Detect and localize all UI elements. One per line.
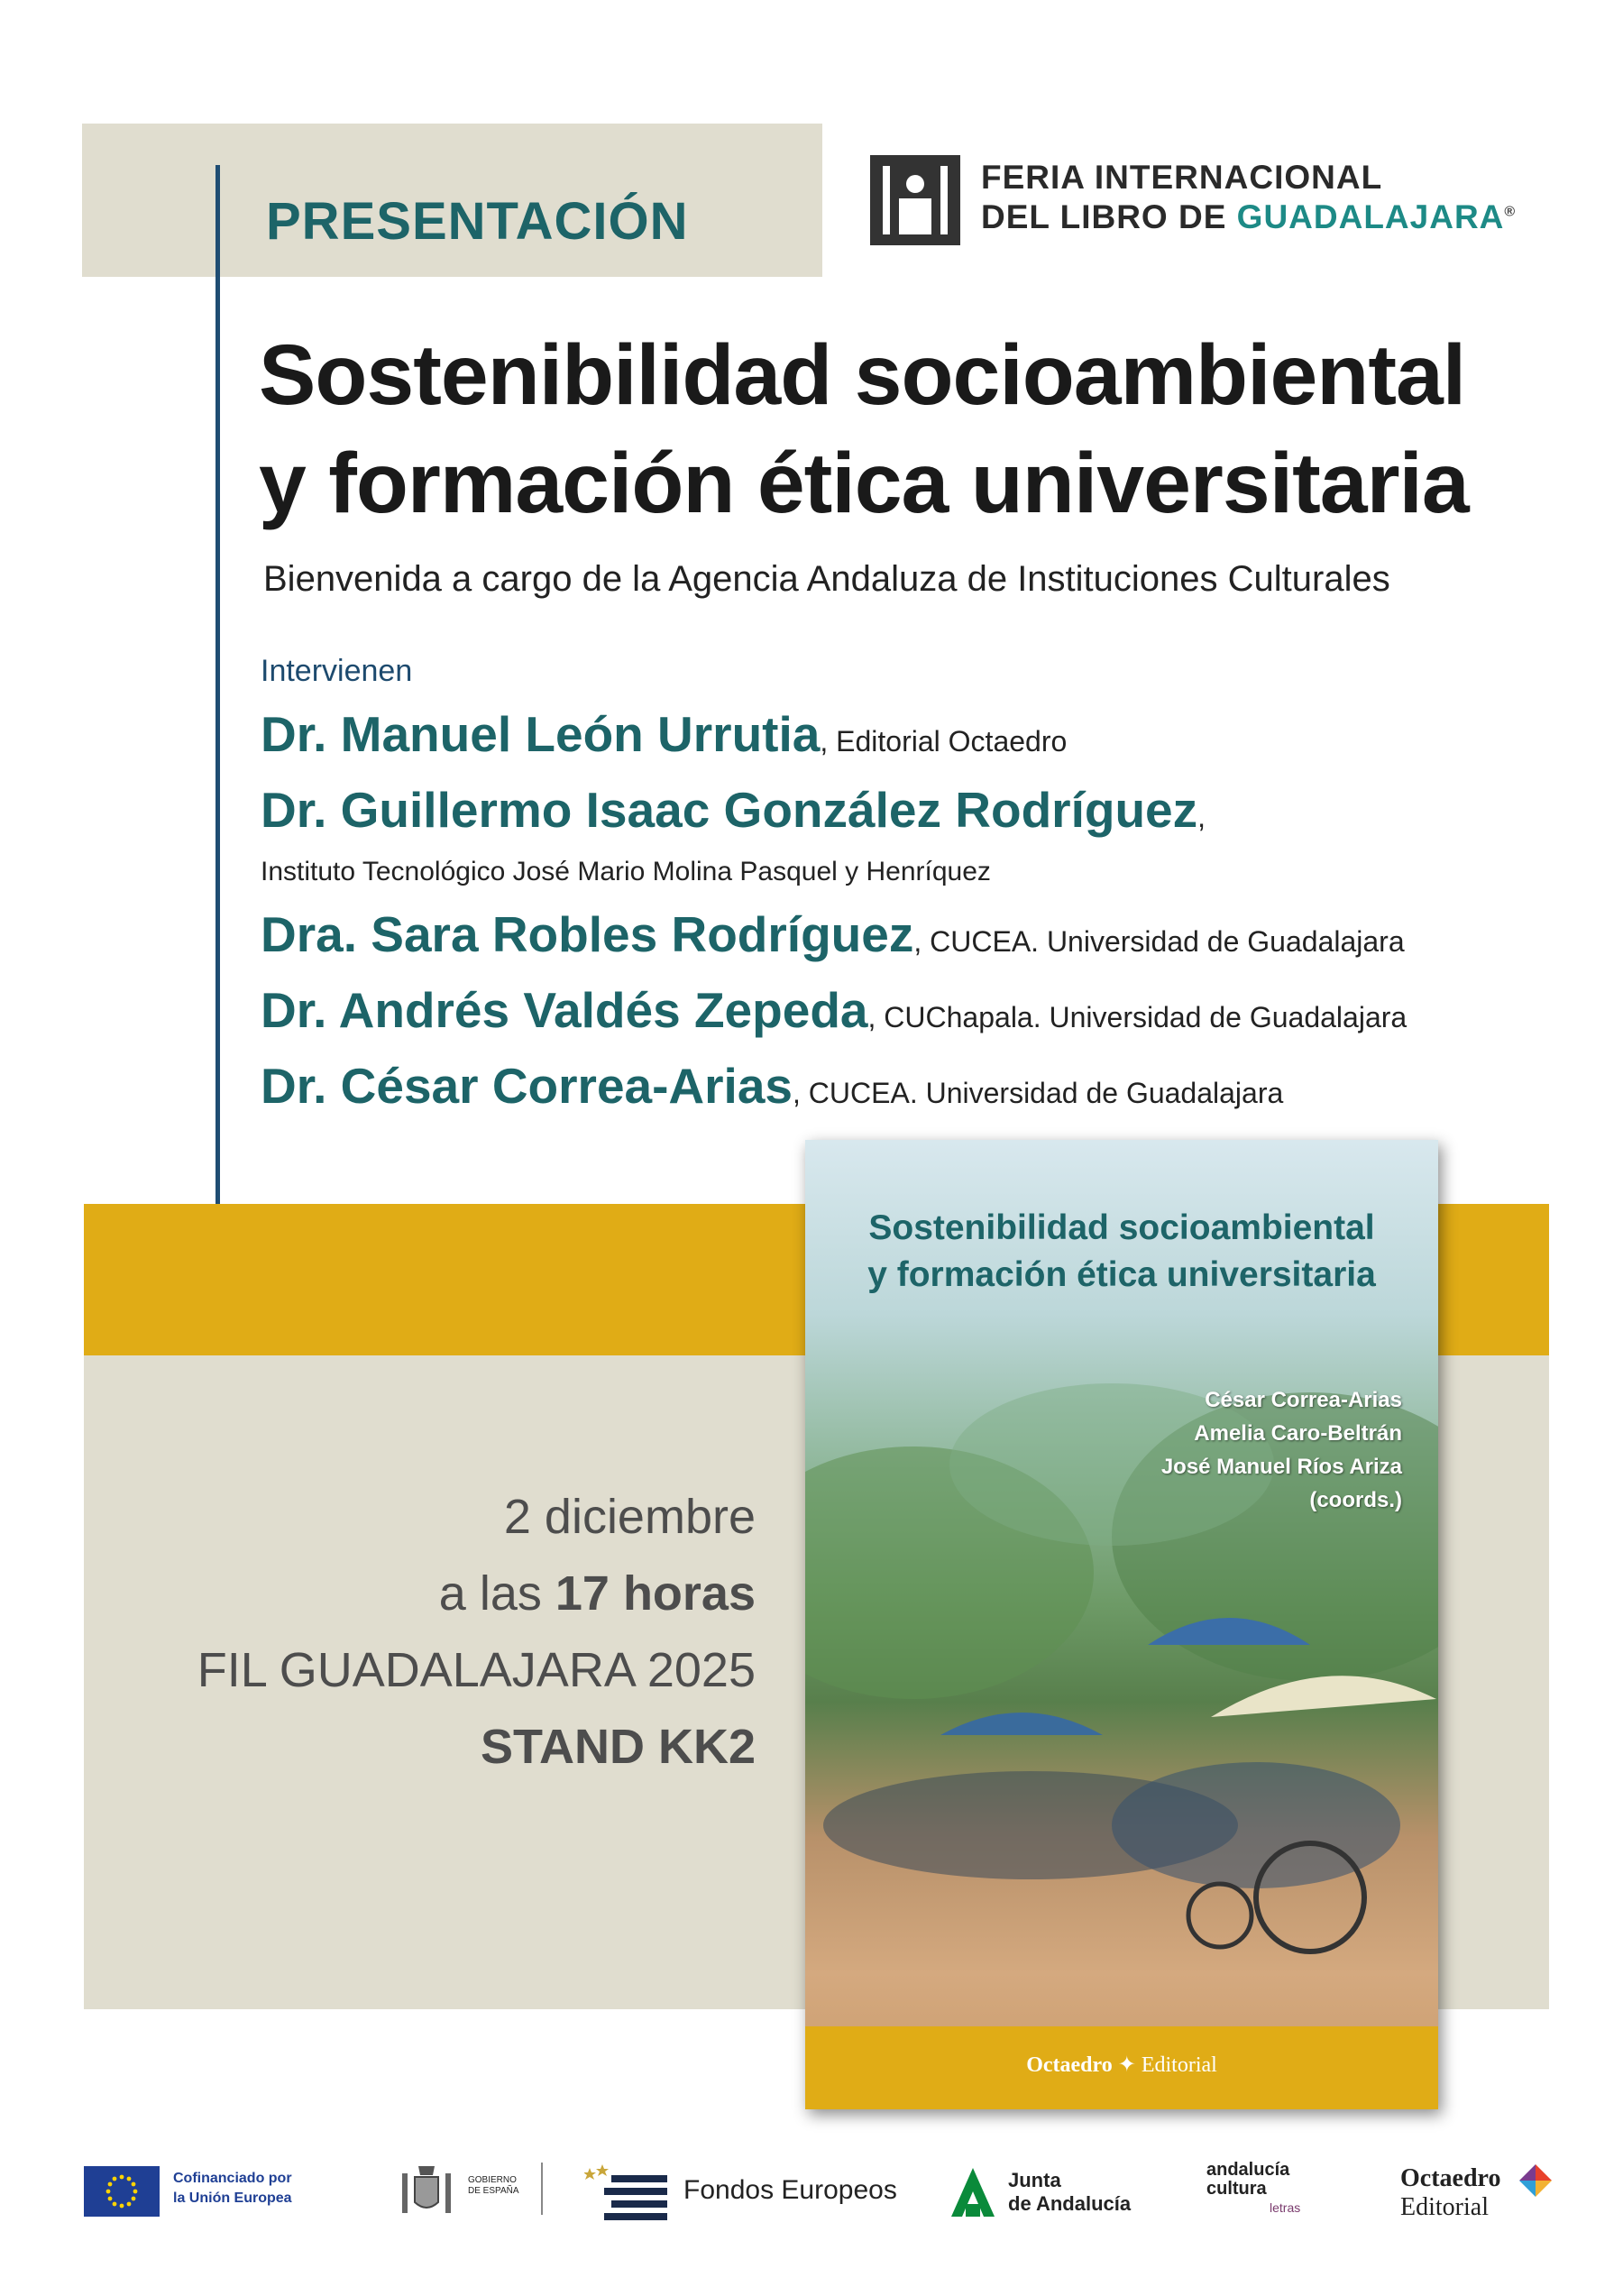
book-authors [1161,1383,1402,1517]
speaker-affiliation: , [1197,801,1206,833]
speaker-4 [261,981,1407,1039]
octaedro-logo-text [1400,2164,1500,2222]
book-title-line2: y formación ética universitaria [867,1255,1376,1294]
book-publisher: Octaedro ✦ Editorial [1026,2053,1217,2077]
speakers-label: Intervienen [261,654,413,688]
andalucia-cultura-logo [1206,2161,1300,2218]
event-title-line1: Sostenibilidad socioambiental [259,327,1466,423]
logo-divider [541,2163,543,2215]
eu-flag-icon [84,2166,160,2217]
event-venue: FIL GUADALAJARA 2025 [197,1643,756,1697]
book-author: José Manuel Ríos Ariza [1160,1455,1402,1479]
speaker-1 [261,705,1067,763]
andalucia-line1: andalucía [1206,2160,1290,2180]
book-author: César Correa-Arias [1205,1388,1402,1412]
junta-andalucia-icon [948,2164,998,2218]
accent-vertical-line [215,165,220,1204]
section-label: PRESENTACIÓN [266,192,689,251]
event-subtitle: Bienvenida a cargo de la Agencia Andaluza de Instituciones Culturales [263,559,1390,599]
speaker-name: Dr. Andrés Valdés Zepeda [261,982,868,1038]
book-publisher-rest: Editorial [1141,2053,1217,2077]
registered-mark: ® [1504,204,1517,220]
gobierno-line2: DE ESPAÑA [468,2186,519,2196]
gobierno-line1: GOBIERNO [468,2175,517,2185]
book-title-line1: Sostenibilidad socioambiental [868,1208,1375,1247]
octaedro-line2: Editorial [1400,2193,1489,2221]
octaedro-line1: Octaedro [1400,2164,1501,2192]
octaedro-icon [1518,2163,1554,2199]
junta-andalucia-text [1008,2169,1131,2216]
speaker-affiliation: , CUChapala. Universidad de Guadalajara [867,1001,1408,1033]
event-time-prefix: a las [438,1566,555,1621]
speaker-affiliation: , Editorial Octaedro [820,725,1068,758]
speaker-3 [261,905,1405,963]
gobierno-text [468,2175,519,2197]
fondos-europeos-text: Fondos Europeos [683,2175,897,2205]
event-date: 2 diciembre [503,1490,756,1544]
fil-logo-line2-accent: GUADALAJARA [1236,198,1505,235]
event-stand: STAND KK2 [480,1720,756,1774]
book-footer-band [805,2026,1438,2109]
speaker-affiliation: , CUCEA. Universidad de Guadalajara [793,1077,1284,1109]
spain-coat-of-arms-icon [395,2159,458,2222]
fil-logo-line2-prefix: DEL LIBRO DE [981,198,1237,235]
event-time: 17 horas [555,1566,756,1621]
event-time-line [197,1556,756,1632]
andalucia-line2: cultura [1206,2179,1267,2199]
eu-line2: la Unión Europea [173,2190,292,2206]
book-author: Amelia Caro-Beltrán [1194,1421,1402,1446]
book-author-role: (coords.) [1309,1488,1402,1512]
fil-logo-icon [870,155,960,245]
event-title-line2: y formación ética universitaria [259,436,1469,531]
fondos-europeos-icon [584,2163,671,2220]
book-cover [805,1140,1438,2109]
andalucia-line3: letras [1270,2200,1301,2215]
eu-cofinanced-text [173,2169,292,2209]
speaker-name: Dr. César Correa-Arias [261,1058,793,1114]
speaker-name: Dra. Sara Robles Rodríguez [261,906,914,962]
junta-line2: de Andalucía [1008,2192,1132,2215]
speaker-affiliation: , CUCEA. Universidad de Guadalajara [913,925,1405,958]
speaker-2 [261,781,1206,839]
event-title [259,321,1469,537]
book-publisher-bold: Octaedro [1026,2053,1113,2077]
speaker-2-affiliation-line2: Instituto Tecnológico José Mario Molina Pasquel y Henríquez [261,857,991,886]
junta-line1: Junta [1008,2169,1061,2191]
speaker-name: Dr. Manuel León Urrutia [261,706,821,762]
book-title [805,1205,1438,1299]
speaker-5 [261,1057,1283,1115]
schedule-block [197,1479,756,1786]
fil-logo-line2 [981,198,1516,236]
fil-logo-line1: FERIA INTERNACIONAL [981,159,1383,196]
speaker-name: Dr. Guillermo Isaac González Rodríguez [261,782,1198,838]
eu-line1: Cofinanciado por [173,2171,292,2186]
